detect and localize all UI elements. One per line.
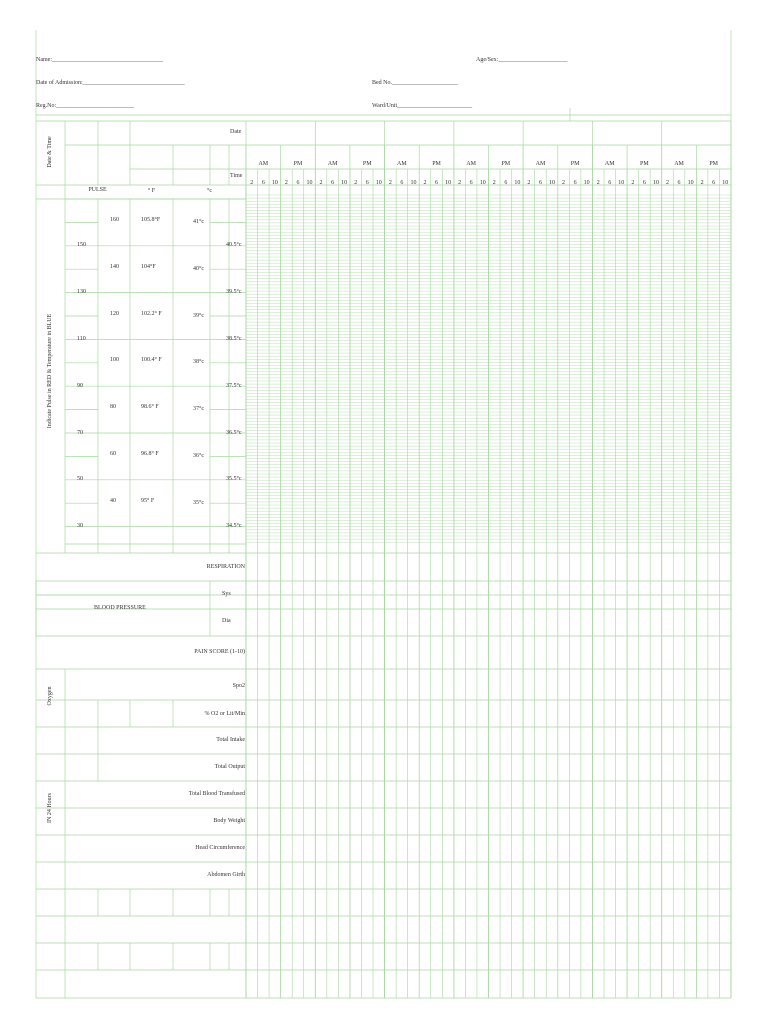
fahrenheit-value: 95° F <box>141 497 155 504</box>
blood-transfused-label: Total Blood Transfused <box>188 791 245 797</box>
shift-label: PM <box>640 161 649 167</box>
pulse-major-value: 120 <box>110 310 119 317</box>
body-weight-label: Body Weight <box>213 818 245 824</box>
pulse-major-value: 100 <box>110 357 119 364</box>
shift-label: AM <box>397 161 407 167</box>
in-24-hours-side-label: IN 24 Hours <box>47 793 53 823</box>
shift-label: AM <box>327 161 338 167</box>
hour-label: 6 <box>538 180 542 186</box>
total-intake-label: Total Intake <box>216 737 245 743</box>
hour-label: 2 <box>562 180 566 186</box>
fahrenheit-value: 98.6° F <box>141 404 159 411</box>
bp-dia-label: Dia <box>222 618 231 624</box>
respiration-label: RESPIRATION <box>206 564 245 570</box>
hour-label: 2 <box>319 180 323 186</box>
hour-label: 2 <box>423 180 427 186</box>
pulse-temp-side-label: Indicate Pulse in RED & Temperature in BLUE <box>47 313 53 429</box>
pulse-minor-value: 70 <box>77 429 83 436</box>
hour-label: 6 <box>400 180 404 186</box>
hour-label: 6 <box>642 180 646 186</box>
shift-label: AM <box>674 161 684 167</box>
hour-label: 2 <box>596 180 600 186</box>
hour-label: 10 <box>271 180 278 186</box>
date-of-admission-field: Date of Admission:__________________________________ <box>36 80 185 86</box>
pulse-minor-value: 110 <box>77 336 86 342</box>
hour-label: 10 <box>652 180 659 186</box>
celsius-major-value: 37°c <box>193 406 205 413</box>
shift-label: PM <box>432 161 441 167</box>
date-row-label: Date <box>230 129 242 135</box>
reg-no-field: Reg.No:__________________________ <box>36 103 135 109</box>
hour-label: 6 <box>608 180 612 186</box>
celsius-half-value: 40.5°c <box>226 242 242 249</box>
shift-label: AM <box>258 161 269 167</box>
celsius-major-value: 35°c <box>193 499 205 506</box>
hour-label: 6 <box>677 180 681 186</box>
pulse-minor-value: 150 <box>77 242 86 249</box>
pulse-minor-value: 90 <box>77 382 83 389</box>
shift-label: PM <box>570 161 580 167</box>
celsius-major-value: 38°c <box>193 359 205 366</box>
age-sex-field: Age/Sex:_______________________ <box>476 57 568 63</box>
celsius-half-value: 36.5°c <box>226 429 242 436</box>
hour-label: 10 <box>479 180 486 186</box>
pulse-minor-value: 50 <box>77 476 83 483</box>
time-row-label: Time <box>230 173 243 179</box>
head-circumference-label: Head Circumference <box>195 845 245 851</box>
pulse-major-value: 140 <box>110 263 119 270</box>
celsius-column-header: °c <box>206 188 213 194</box>
pulse-major-value: 80 <box>110 404 116 411</box>
date-time-side-label: Date & Time <box>47 136 53 168</box>
hour-label: 2 <box>354 180 358 186</box>
hour-label: 10 <box>341 180 348 186</box>
celsius-major-value: 40°c <box>193 265 205 272</box>
hour-label: 6 <box>296 180 300 186</box>
hour-label: 2 <box>527 180 531 186</box>
pulse-major-value: 160 <box>110 217 119 223</box>
hour-label: 10 <box>514 180 521 186</box>
fahrenheit-value: 102.2° F <box>141 310 162 317</box>
hour-label: 10 <box>306 180 313 186</box>
pulse-minor-value: 30 <box>77 523 83 530</box>
shift-label: AM <box>604 161 615 167</box>
shift-label: AM <box>535 161 546 167</box>
hour-label: 2 <box>250 180 254 186</box>
hour-label: 6 <box>331 180 335 186</box>
hour-label: 2 <box>631 180 635 186</box>
hour-label: 2 <box>492 180 496 186</box>
hour-label: 6 <box>573 180 577 186</box>
pain-score-label: PAIN SCORE (1-10) <box>194 649 245 655</box>
celsius-half-value: 37.5°c <box>226 382 242 389</box>
total-output-label: Total Output <box>214 764 245 770</box>
hour-label: 2 <box>458 180 462 186</box>
celsius-half-value: 38.5°c <box>226 336 242 342</box>
fahrenheit-value: 104°F <box>141 263 156 270</box>
hour-label: 10 <box>583 180 590 186</box>
fahrenheit-value: 100.4° F <box>141 357 162 364</box>
celsius-half-value: 34.5°c <box>226 523 242 530</box>
ward-unit-field: Ward/Unit_________________________ <box>372 103 473 109</box>
hour-label: 6 <box>261 180 265 186</box>
celsius-major-value: 41°c <box>193 219 205 225</box>
shift-label: AM <box>466 161 476 167</box>
hour-label: 10 <box>687 180 694 186</box>
bp-sys-label: Sys <box>222 591 231 597</box>
pulse-column-header: PULSE <box>88 187 107 193</box>
hour-label: 2 <box>388 180 392 186</box>
shift-label: PM <box>709 161 718 167</box>
blood-pressure-label: BLOOD PRESSURE <box>94 605 146 611</box>
hour-label: 10 <box>722 180 729 186</box>
oxygen-side-label: Oxygen <box>47 686 53 706</box>
hour-label: 10 <box>618 180 625 186</box>
hour-label: 6 <box>365 180 369 186</box>
pulse-major-value: 40 <box>110 497 116 504</box>
hour-label: 10 <box>410 180 417 186</box>
hour-label: 10 <box>375 180 382 186</box>
hour-label: 2 <box>665 180 669 186</box>
hour-label: 6 <box>504 180 508 186</box>
name-field: Name:_____________________________________ <box>36 57 163 63</box>
hour-label: 2 <box>284 180 288 186</box>
shift-label: PM <box>362 161 372 167</box>
pulse-major-value: 60 <box>110 451 116 457</box>
shift-label: PM <box>501 161 511 167</box>
fahrenheit-column-header: ° F <box>147 188 156 194</box>
celsius-half-value: 35.5°c <box>226 476 242 483</box>
shift-label: PM <box>293 161 303 167</box>
abdomen-girth-label: Abdomen Girth <box>207 872 245 878</box>
celsius-major-value: 36°c <box>193 453 205 459</box>
hour-label: 10 <box>445 180 452 186</box>
hour-label: 2 <box>700 180 704 186</box>
hour-label: 6 <box>435 180 439 186</box>
fahrenheit-value: 105.8°F <box>141 217 161 223</box>
hour-label: 6 <box>712 180 716 186</box>
celsius-half-value: 39.5°c <box>226 289 242 296</box>
o2-flow-label: % O2 or Lit/Min <box>204 711 245 717</box>
hour-label: 6 <box>469 180 473 186</box>
celsius-major-value: 39°c <box>193 312 205 319</box>
bed-no-field: Bed No.______________________ <box>372 80 458 86</box>
spo2-label: Spo2 <box>232 683 245 689</box>
pulse-minor-value: 130 <box>77 289 86 296</box>
hour-label: 10 <box>549 180 555 186</box>
fahrenheit-value: 96.8° F <box>141 451 159 457</box>
